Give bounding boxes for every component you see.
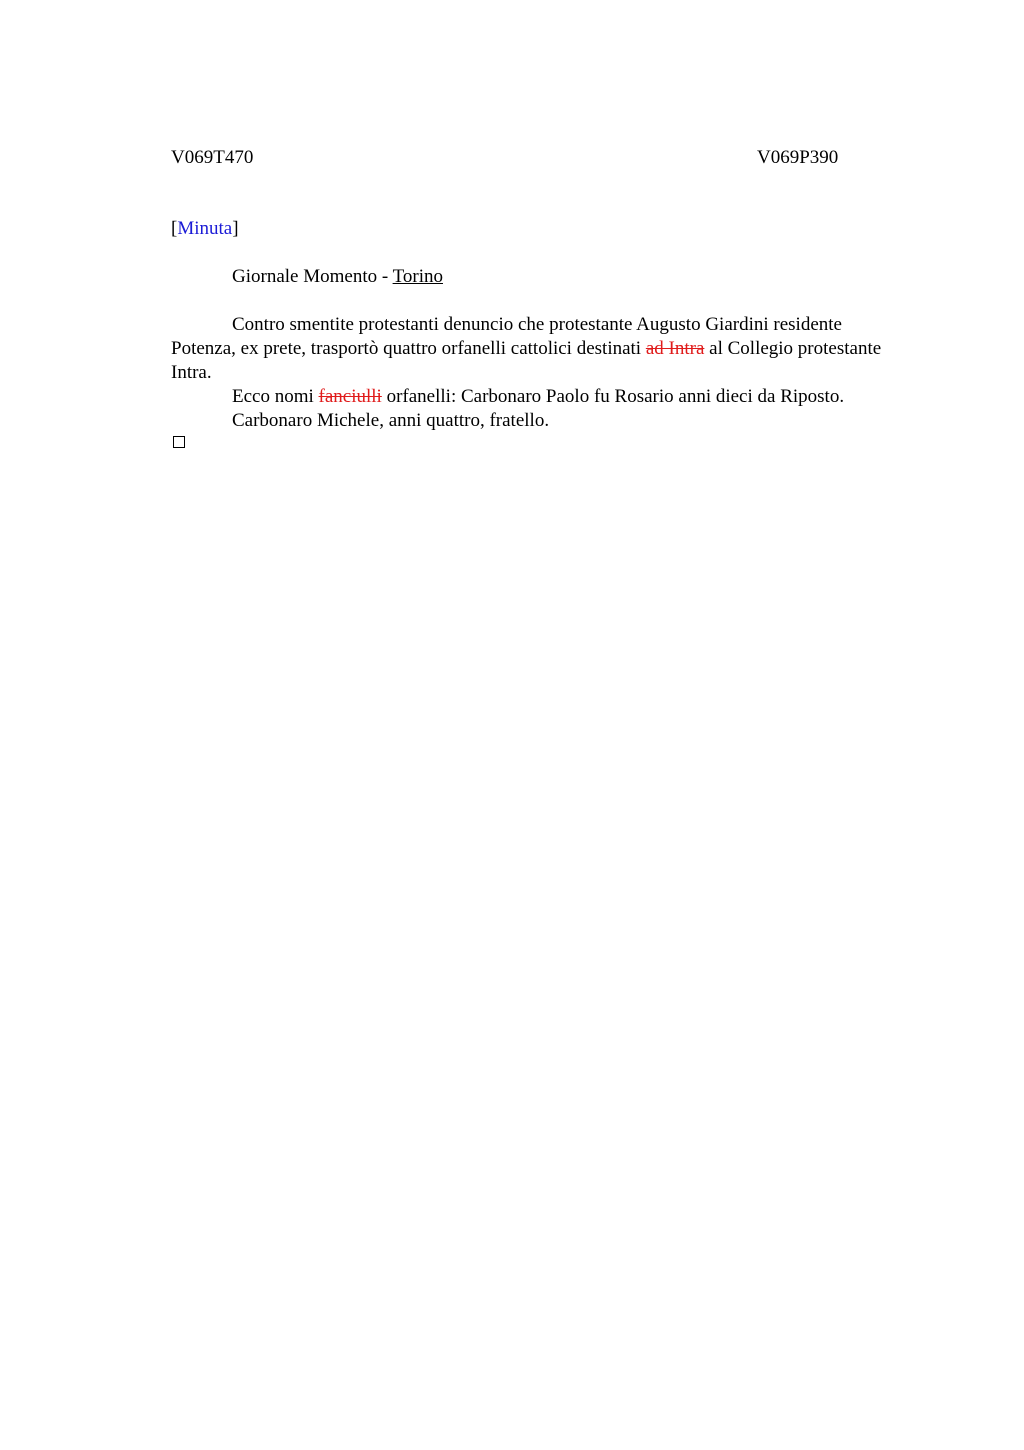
paragraph-1-text-a: Contro smentite protestanti denuncio che protestante Augusto Giardini residente Potenza, ex prete, trasportò quattro orfanelli cattolici destinati bbox=[171, 314, 842, 359]
recipient-line bbox=[232, 266, 443, 288]
recipient-prefix: Giornale Momento - bbox=[232, 266, 393, 287]
paragraph-2-text-a: Ecco nomi bbox=[232, 386, 319, 407]
paragraph-2 bbox=[171, 385, 906, 409]
minuta-link[interactable]: Minuta bbox=[177, 218, 233, 239]
document-code-right: V069P390 bbox=[757, 147, 839, 168]
paragraph-1 bbox=[171, 313, 906, 385]
paragraph-2-text-b: orfanelli: Carbonaro Paolo fu Rosario anni dieci da Riposto. bbox=[381, 386, 845, 407]
paragraph-1-text-b: al Collegio protestante Intra. bbox=[171, 338, 882, 383]
paragraph-1-deletion: ad Intra bbox=[645, 338, 705, 359]
square-outline-icon bbox=[173, 436, 185, 448]
document-code-left: V069T470 bbox=[171, 147, 254, 168]
telegram-body bbox=[171, 313, 906, 433]
open-bracket: [ bbox=[171, 218, 178, 239]
document-type-label bbox=[171, 218, 239, 240]
recipient-city: Torino bbox=[392, 266, 443, 287]
paragraph-2-deletion: fanciulli bbox=[318, 386, 382, 407]
close-bracket: ] bbox=[232, 218, 239, 239]
paragraph-3: Carbonaro Michele, anni quattro, fratello. bbox=[232, 410, 550, 431]
